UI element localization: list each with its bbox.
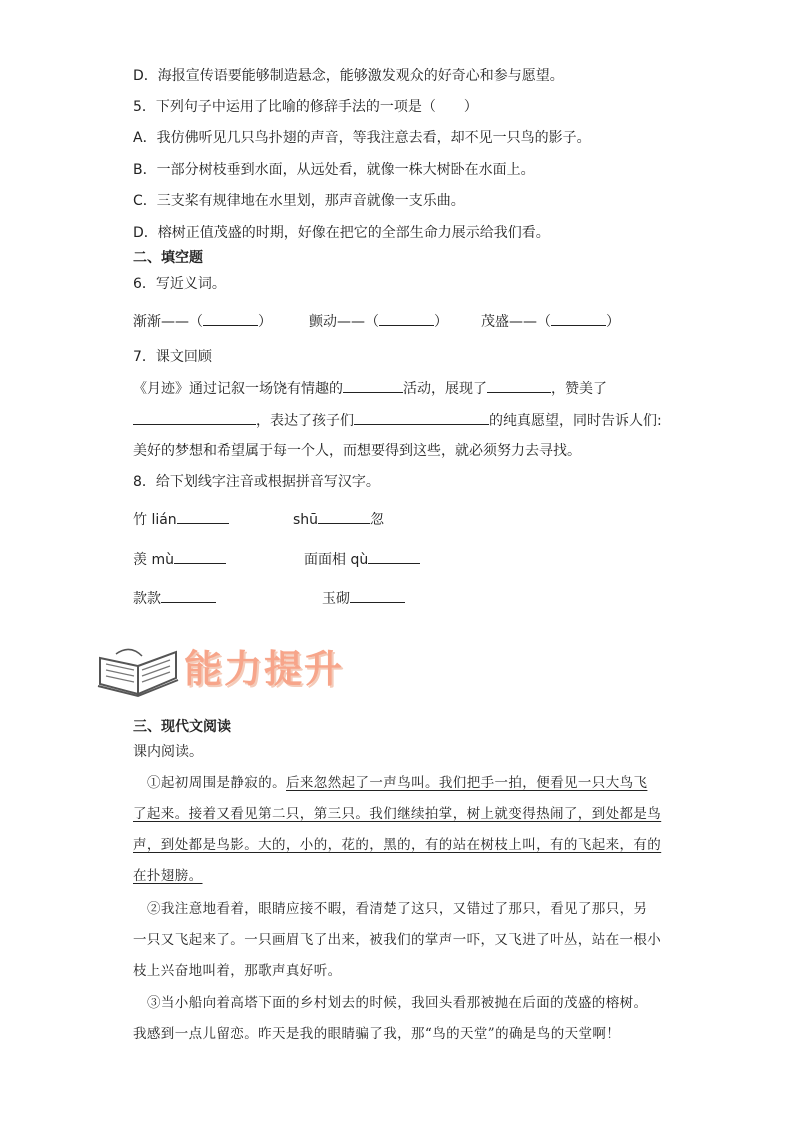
passage-p2-line-2: 一只又飞起来了。一只画眉飞了出来，被我们的掌声一吓，又飞进了叶丛，站在一根小: [133, 932, 662, 948]
q6-item: 颤动——（ ）: [309, 311, 448, 332]
answer-blank[interactable]: [379, 311, 434, 326]
passage-p3-line-1: ③当小船向着高塔下面的乡村划去的时候，我回头看那被抛在后面的茂盛的榕树。: [147, 995, 648, 1011]
passage-p1-line-2: 了起来。接着又看见第二只，第三只。我们继续拍掌，树上就变得热闹了，到处都是鸟: [133, 806, 662, 822]
q6-stem: 6．写近义词。: [133, 276, 226, 292]
q7-line-1: 《月迹》通过记叙一场饶有情趣的 活动，展现了 ，赞美了: [133, 378, 607, 399]
section-2-title: 二、填空题: [133, 250, 203, 266]
q7-stem: 7．课文回顾: [133, 349, 212, 365]
banner-title: 能力提升: [184, 647, 345, 691]
answer-blank[interactable]: [133, 410, 256, 425]
passage-p3-line-2: 我感到一点儿留恋。昨天是我的眼睛骗了我，那“鸟的天堂”的确是鸟的天堂啊！: [133, 1026, 621, 1042]
q5-stem: 5．下列句子中运用了比喻的修辞手法的一项是（ ）: [133, 99, 478, 115]
q8-stem: 8．给下划线字注音或根据拼音写汉字。: [133, 474, 380, 490]
q4-option-d: D．海报宣传语要能够制造悬念，能够激发观众的好奇心和参与愿望。: [133, 68, 564, 84]
passage-p2-line-1: ②我注意地看着，眼睛应接不暇，看清楚了这只，又错过了那只，看见了那只，另: [147, 901, 648, 917]
answer-blank[interactable]: [177, 509, 229, 524]
passage-p2-line-3: 枝上兴奋地叫着，那歌声真好听。: [133, 963, 342, 979]
q5-option-b: B．一部分树枝垂到水面，从远处看，就像一株大树卧在水面上。: [133, 162, 535, 178]
q8-item: 面面相 qù: [304, 549, 420, 570]
q5-option-c: C．三支桨有规律地在水里划，那声音就像一支乐曲。: [133, 193, 465, 209]
answer-blank[interactable]: [487, 378, 551, 393]
open-book-icon: [96, 636, 180, 698]
q6-item: 茂盛——（ ）: [481, 311, 620, 332]
section-3-subtitle: 课内阅读。: [133, 744, 203, 760]
passage-p1-line-4: 在扑翅膀。: [133, 868, 203, 884]
q8-item: 竹 lián: [133, 509, 229, 530]
q8-item: shū 忽: [293, 509, 384, 530]
answer-blank[interactable]: [354, 410, 489, 425]
answer-blank[interactable]: [203, 311, 258, 326]
answer-blank[interactable]: [350, 588, 405, 603]
answer-blank[interactable]: [161, 588, 216, 603]
q8-item: 款款: [133, 588, 216, 609]
q8-item: 玉砌: [322, 588, 405, 609]
passage-p1-line-3: 声，到处都是鸟影。大的，小的，花的，黑的，有的站在树枝上叫，有的飞起来，有的: [133, 837, 662, 853]
section-3-title: 三、现代文阅读: [133, 719, 231, 735]
answer-blank[interactable]: [318, 509, 370, 524]
q8-item: 羡 mù: [133, 549, 226, 570]
q6-item: 渐渐——（ ）: [133, 311, 272, 332]
q7-line-2: ，表达了孩子们 的纯真愿望，同时告诉人们:: [133, 410, 662, 431]
ability-banner: [96, 636, 386, 698]
q5-option-a: A．我仿佛听见几只鸟扑翅的声音，等我注意去看，却不见一只鸟的影子。: [133, 130, 591, 146]
answer-blank[interactable]: [368, 549, 420, 564]
answer-blank[interactable]: [551, 311, 606, 326]
q5-option-d: D．榕树正值茂盛的时期，好像在把它的全部生命力展示给我们看。: [133, 225, 550, 241]
q7-line-3: 美好的梦想和希望属于每一个人，而想要得到这些，就必须努力去寻找。: [133, 443, 581, 459]
answer-blank[interactable]: [174, 549, 226, 564]
passage-p1-line-1: ①起初周围是静寂的。后来忽然起了一声鸟叫。我们把手一拍，便看见一只大鸟飞: [147, 775, 648, 791]
answer-blank[interactable]: [343, 378, 403, 393]
